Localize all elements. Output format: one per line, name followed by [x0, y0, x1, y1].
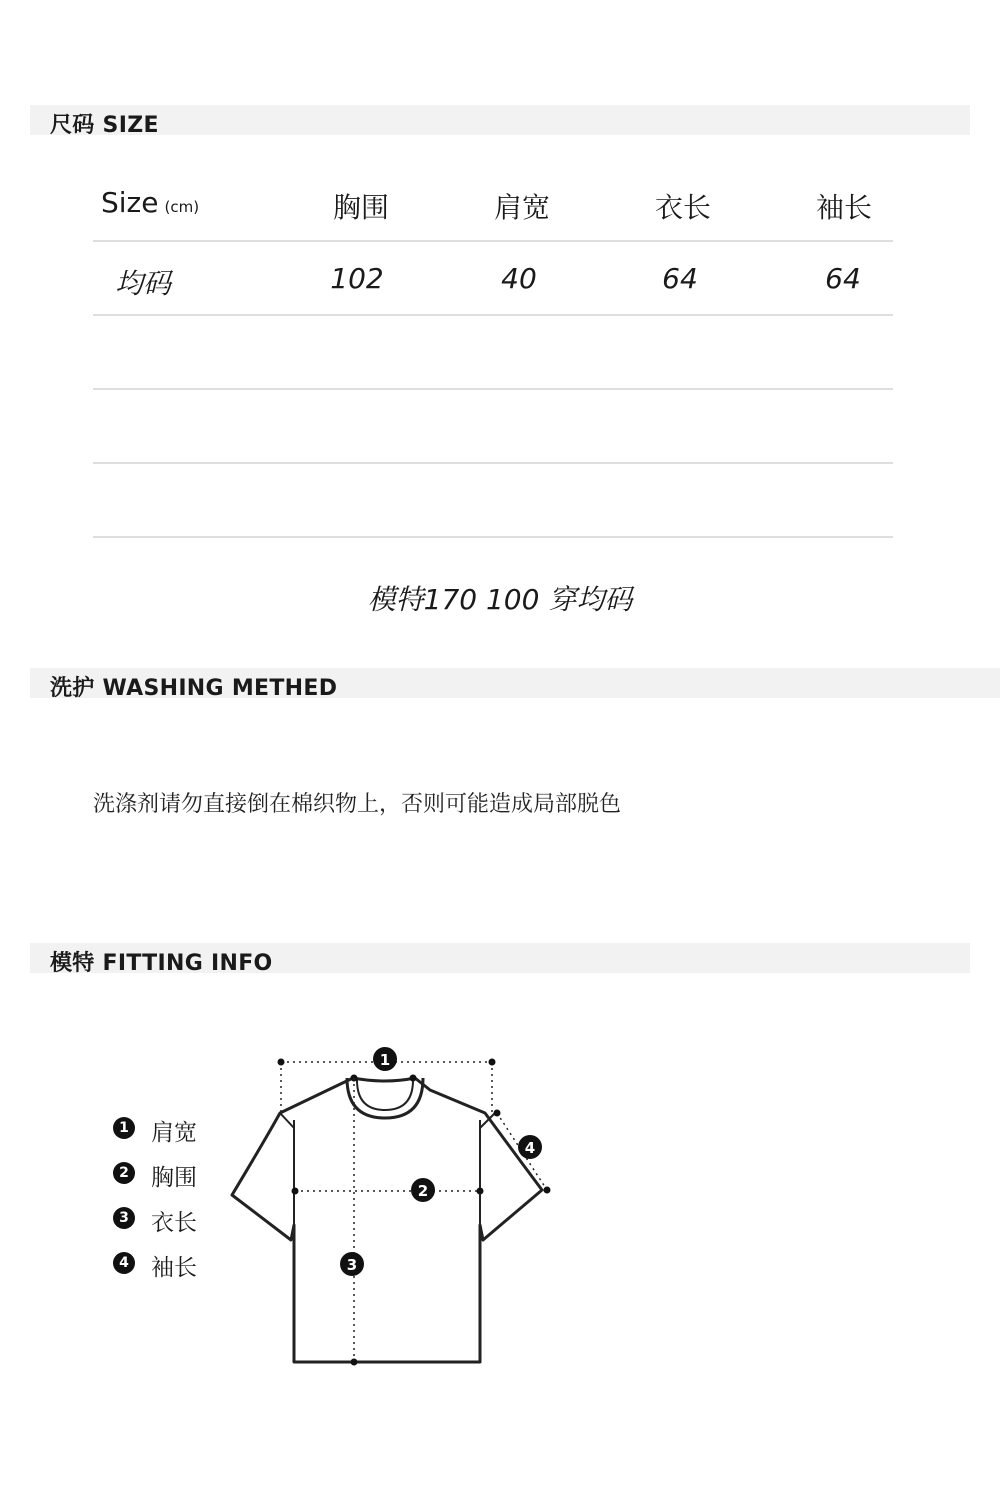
marker-3-number: 3 [346, 1256, 358, 1274]
legend-item-shoulder [113, 1114, 233, 1144]
table-row [93, 242, 893, 314]
column-header-length: 衣长 [654, 191, 711, 224]
size-table-header [93, 168, 893, 242]
marker-1-number: 1 [379, 1051, 391, 1069]
row-value-length: 64 [662, 262, 698, 295]
shoulder-right-dot [489, 1059, 496, 1066]
washing-section-title: 洗护 WASHING METHED [50, 676, 338, 701]
size-section-bar [30, 105, 970, 138]
column-header-shoulder: 肩宽 [493, 191, 550, 224]
legend-number-badge: 3 [113, 1207, 135, 1229]
tshirt-collar-icon [347, 1078, 423, 1118]
size-section-title: 尺码 SIZE [50, 113, 159, 138]
legend-item-chest [113, 1159, 233, 1189]
table-divider [93, 536, 893, 538]
table-row [93, 464, 893, 536]
row-size-cell: 均码 [115, 267, 172, 300]
legend-label: 衣长 [151, 1210, 197, 1236]
legend-item-sleeve [113, 1249, 233, 1279]
marker-4-number: 4 [524, 1139, 536, 1157]
tshirt-collar-inner-icon [357, 1080, 413, 1110]
washing-section-bar [30, 668, 1000, 701]
collar-right-dot [410, 1075, 417, 1082]
legend-label: 胸围 [151, 1165, 197, 1191]
row-value-sleeve: 64 [825, 262, 861, 295]
size-header-unit: (cm) [164, 198, 200, 216]
row-value-shoulder: 40 [501, 262, 537, 295]
tshirt-measurement-diagram [220, 1040, 560, 1380]
table-row [93, 316, 893, 388]
legend-label: 肩宽 [151, 1120, 197, 1146]
sleeve-end-dot [544, 1187, 551, 1194]
legend-label: 袖长 [151, 1255, 197, 1281]
chest-left-dot [292, 1188, 299, 1195]
marker-2-number: 2 [417, 1182, 429, 1200]
table-row [93, 390, 893, 462]
left-shoulder-seam [280, 1113, 294, 1128]
column-header-sleeve: 袖长 [815, 191, 872, 224]
tshirt-outline-icon [232, 1078, 542, 1362]
column-header-chest: 胸围 [332, 191, 389, 224]
model-note: 模特170 100 穿均码 [367, 583, 633, 616]
size-header-cell [101, 186, 261, 219]
length-bottom-dot [351, 1359, 358, 1366]
shoulder-left-dot [278, 1059, 285, 1066]
legend-number-badge: 1 [113, 1117, 135, 1139]
legend-item-length [113, 1204, 233, 1234]
legend-number-badge: 4 [113, 1252, 135, 1274]
sleeve-top-dot [494, 1110, 501, 1117]
fitting-section-bar [30, 943, 970, 976]
row-value-chest: 102 [330, 262, 384, 295]
size-header-label: Size [101, 186, 159, 219]
legend-number-badge: 2 [113, 1162, 135, 1184]
chest-right-dot [477, 1188, 484, 1195]
fitting-section-title: 模特 FITTING INFO [50, 951, 273, 976]
washing-instructions: 洗涤剂请勿直接倒在棉织物上，否则可能造成局部脱色 [93, 792, 622, 817]
